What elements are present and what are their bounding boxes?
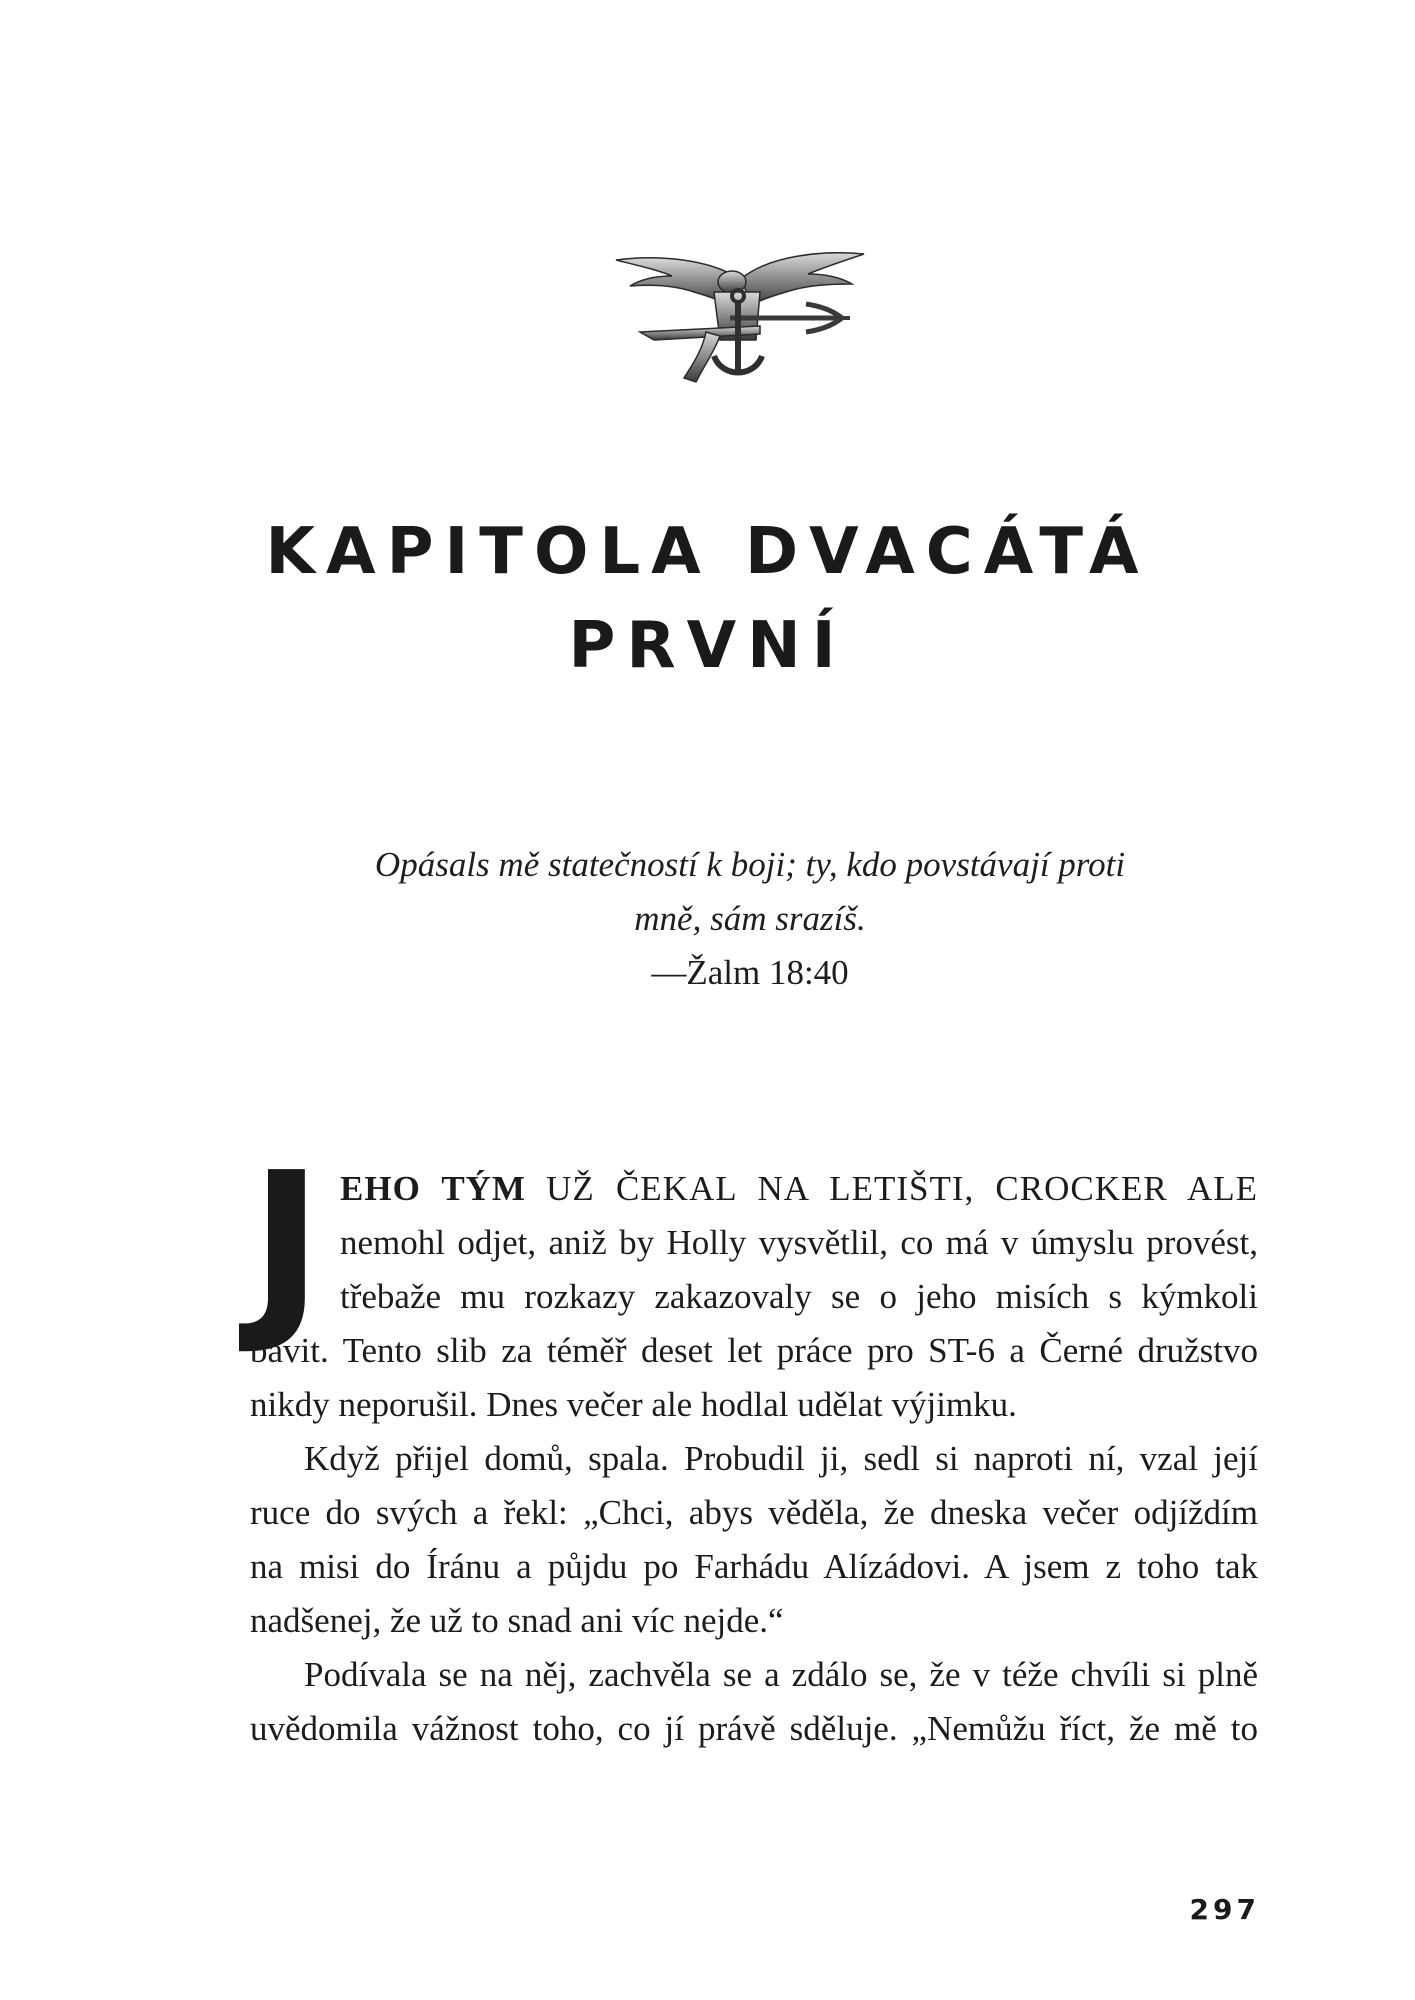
chapter-title-line-1: KAPITOLA DVACÁTÁ: [265, 515, 1150, 589]
chapter-title-line-2: PRVNÍ: [568, 609, 847, 683]
paragraph-3-line: Podívala se na něj, zachvěla se a zdálo se, že v téže chvíli si plně: [304, 1655, 1258, 1694]
epigraph-source: —Žalm 18:40: [651, 953, 849, 992]
paragraph-1-line: nikdy neporušil. Dnes večer ale hodlal udělat výjimku.: [250, 1385, 1017, 1424]
paragraph-1-line: bavit. Tento slib za téměř deset let práce pro ST-6 a Černé družstvo: [250, 1331, 1258, 1370]
epigraph-quote-line-1: Opásals mě statečností k boji; ty, kdo povstávají proti: [374, 845, 1126, 884]
paragraph-3-line: uvědomila vážnost toho, co jí právě sděluje. „Nemůžu říct, že mě to: [250, 1709, 1258, 1748]
paragraph-2-line: Když přijel domů, spala. Probudil ji, sedl si naproti ní, vzal její: [304, 1439, 1258, 1478]
paragraph-2-line: na misi do Íránu a půjdu po Farhádu Alízádovi. A jsem z toho tak: [250, 1547, 1258, 1586]
paragraph-1-line: nemohl odjet, aniž by Holly vysvětlil, co má v úmyslu provést,: [340, 1223, 1258, 1262]
epigraph: [300, 838, 1200, 1000]
epigraph-quote-line-2: mně, sám srazíš.: [634, 899, 866, 938]
drop-cap: J: [250, 1131, 323, 1359]
page-number: 297: [1189, 1893, 1260, 1926]
paragraph-2-line: ruce do svých a řekl: „Chci, abys věděla, že dneska večer odjíždím: [250, 1493, 1258, 1532]
navy-seal-trident-eagle-icon: [610, 240, 870, 390]
chapter-title: [200, 505, 1215, 693]
chapter-body: [250, 1131, 1259, 1756]
lead-in: EHO TÝM: [340, 1169, 526, 1208]
opening-line: [340, 1162, 1258, 1216]
paragraph-2-line: nadšenej, že už to snad ani víc nejde.“: [250, 1601, 784, 1640]
lead-in-rest: UŽ ČEKAL NA LETIŠTI, CROCKER ALE: [546, 1169, 1259, 1208]
paragraph-1-line: třebaže mu rozkazy zakazovaly se o jeho misích s kýmkoli: [340, 1277, 1258, 1316]
